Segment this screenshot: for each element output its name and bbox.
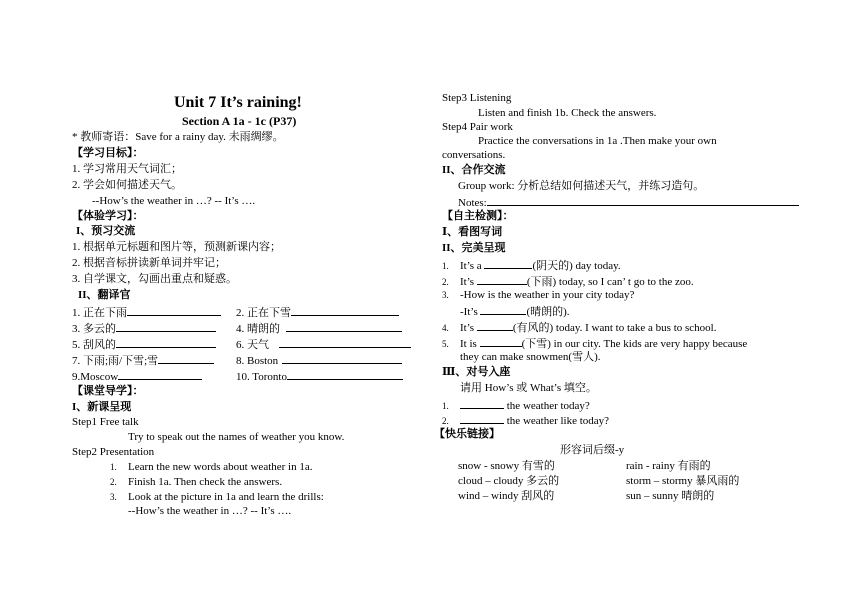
word-pair-cloud: cloud – cloudy 多云的	[458, 475, 560, 487]
answer-blank[interactable]	[279, 337, 411, 348]
happy-link-header: 【快乐链接】	[434, 428, 500, 440]
seat-item-1: 1. the weather today?	[442, 400, 590, 412]
answer-blank[interactable]	[158, 353, 214, 364]
translate-item-8: 8. Boston	[236, 353, 402, 368]
answer-blank[interactable]	[484, 258, 532, 269]
translate-item-10: 10. Toronto	[236, 369, 403, 384]
translate-item-1: 1. 正在下雨	[72, 305, 221, 320]
answer-blank[interactable]	[460, 398, 504, 409]
goal-2: 2. 学会如何描述天气。	[72, 179, 182, 191]
new-lesson-header: I、新课呈现	[72, 401, 132, 413]
notes-line: Notes:	[458, 195, 799, 210]
answer-blank[interactable]	[460, 413, 504, 424]
translate-header: II、翻译官	[78, 289, 131, 301]
question-1: 1. It’s a (阴天的) day today.	[442, 260, 621, 272]
look-write-header: Ⅰ、看图写词	[442, 226, 503, 238]
answer-blank[interactable]	[116, 337, 216, 348]
question-5-cont: they can make snowmen(雪人).	[460, 351, 601, 363]
step-2-item-1: 1. Learn the new words about weather in 1a.	[110, 461, 313, 473]
translate-item-6: 6. 天气	[236, 337, 411, 352]
question-3: 3. -How is the weather in your city today?	[442, 289, 635, 301]
word-pair-wind: wind – windy 刮风的	[458, 490, 555, 502]
answer-blank[interactable]	[127, 305, 221, 316]
goal-drill: --How’s the weather in …? -- It’s ….	[92, 195, 256, 207]
question-4: 4. It’s (有风的) today. I want to take a bus to school.	[442, 322, 717, 334]
preview-3: 3. 自学课文，勾画出重点和疑惑。	[72, 273, 237, 285]
step-2-item-2: 2. Finish 1a. Then check the answers.	[110, 476, 283, 488]
step-3-text: Listen and finish 1b. Check the answers.	[478, 107, 657, 119]
step-2: Step2 Presentation	[72, 446, 155, 458]
seat-item-2: 2. the weather like today?	[442, 415, 610, 427]
experience-header: 【体验学习】：	[72, 210, 144, 222]
step-1: Step1 Free talk	[72, 416, 139, 428]
class-header: 【课堂导学】：	[72, 385, 144, 397]
section-subtitle: Section A 1a - 1c (P37)	[182, 114, 297, 128]
answer-blank[interactable]	[287, 369, 403, 380]
answer-blank[interactable]	[282, 353, 402, 364]
unit-title: Unit 7 It’s raining!	[174, 94, 302, 111]
translate-item-3: 3. 多云的	[72, 321, 216, 336]
self-check-header: 【自主检测】：	[442, 210, 514, 222]
teacher-note: * 教师寄语：Save for a rainy day. 未雨绸缪。	[72, 131, 284, 143]
perfect-header: II、完美呈现	[442, 242, 506, 254]
answer-blank[interactable]	[286, 321, 402, 332]
goal-1: 1. 学习常用天气词汇；	[72, 163, 182, 175]
step-4-text-cont: conversations.	[442, 149, 506, 161]
answer-blank[interactable]	[118, 369, 202, 380]
question-5: 5. It is (下雪) in our city. The kids are very happy because	[442, 338, 748, 350]
translate-item-4: 4. 晴朗的	[236, 321, 402, 336]
word-pair-sun: sun – sunny 晴朗的	[626, 490, 715, 502]
preview-1: 1. 根据单元标题和图片等，预测新课内容；	[72, 241, 281, 253]
group-work: Group work: 分析总结如何描述天气，并练习造句。	[458, 180, 705, 192]
word-pair-storm: storm – stormy 暴风雨的	[626, 475, 740, 487]
step-4: Step4 Pair work	[442, 121, 513, 133]
step-2-item-3: 3. Look at the picture in 1a and learn the drills:	[110, 491, 324, 503]
answer-blank[interactable]	[116, 321, 216, 332]
preview-2: 2. 根据音标拼读新单词并牢记；	[72, 257, 226, 269]
answer-blank[interactable]	[480, 304, 526, 315]
translate-item-9: 9.Moscow	[72, 369, 202, 384]
question-3-answer: -It’s (晴朗的).	[460, 306, 570, 318]
word-pair-snow: snow - snowy 有雪的	[458, 460, 555, 472]
translate-item-7: 7. 下雨;雨/下雪;雪	[72, 353, 214, 368]
notes-blank[interactable]	[487, 195, 799, 206]
preview-header: I、预习交流	[76, 225, 136, 237]
answer-blank[interactable]	[480, 336, 522, 347]
step-2-drill: --How’s the weather in …? -- It’s ….	[128, 505, 292, 517]
seat-instruction: 请用 How’s 或 What’s 填空。	[460, 382, 597, 394]
translate-item-2: 2. 正在下雪	[236, 305, 399, 320]
word-pair-rain: rain - rainy 有雨的	[626, 460, 711, 472]
seat-header: Ⅲ、对号入座	[442, 366, 511, 378]
translate-item-5: 5. 刮风的	[72, 337, 216, 352]
suffix-title: 形容词后缀-y	[560, 444, 625, 456]
step-3: Step3 Listening	[442, 92, 512, 104]
answer-blank[interactable]	[291, 305, 399, 316]
coop-header: II、合作交流	[442, 164, 506, 176]
step-1-text: Try to speak out the names of weather you know.	[128, 431, 345, 443]
answer-blank[interactable]	[477, 274, 527, 285]
step-4-text: Practice the conversations in 1a .Then make your own	[478, 135, 717, 147]
goals-header: 【学习目标】：	[72, 147, 144, 159]
question-2: 2. It’s (下雨) today, so I can’ t go to the zoo.	[442, 276, 694, 288]
answer-blank[interactable]	[477, 320, 513, 331]
